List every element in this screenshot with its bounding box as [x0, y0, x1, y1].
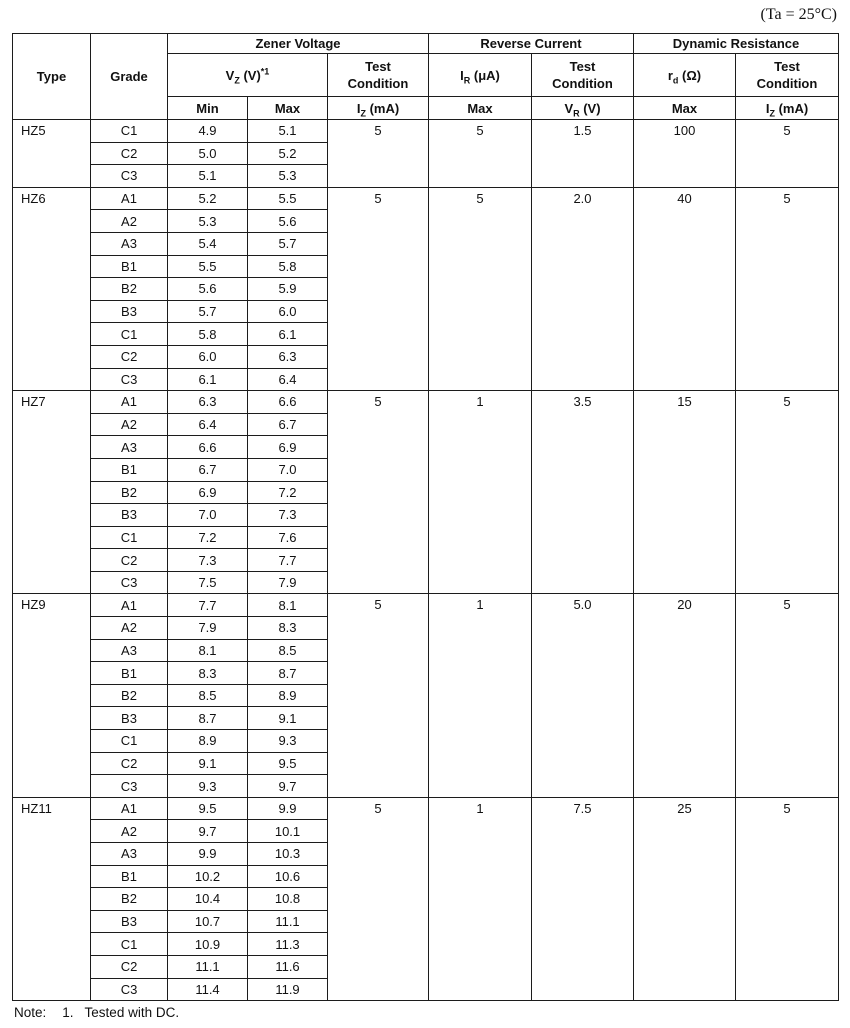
ir-symbol: I	[460, 67, 464, 83]
col-header-grade: Grade	[91, 34, 168, 120]
grade-cell: B3	[91, 707, 168, 730]
header-group-row	[13, 34, 839, 54]
vz-max-cell: 8.9	[248, 684, 328, 707]
vr-subscript: R	[573, 108, 580, 119]
iz-test2-cell: 5	[736, 187, 839, 390]
grade-cell: A3	[91, 843, 168, 866]
vz-unit: (V)	[239, 67, 261, 83]
grade-cell: C1	[91, 323, 168, 346]
grade-cell: B2	[91, 684, 168, 707]
vz-min-cell: 9.9	[168, 843, 248, 866]
grade-cell: B2	[91, 888, 168, 911]
iz-test2-cell: 5	[736, 594, 839, 797]
vz-max-cell: 9.1	[248, 707, 328, 730]
vz-min-cell: 9.3	[168, 775, 248, 798]
col-header-test-condition-iz2	[736, 54, 839, 97]
col-header-min: Min	[168, 97, 248, 120]
vz-min-cell: 9.1	[168, 752, 248, 775]
grade-cell: B3	[91, 504, 168, 527]
vz-max-cell: 11.1	[248, 910, 328, 933]
vr-test-cell: 1.5	[532, 120, 634, 188]
vz-max-cell: 8.3	[248, 617, 328, 640]
grade-cell: A1	[91, 391, 168, 414]
vz-min-cell: 7.3	[168, 549, 248, 572]
grade-cell: A1	[91, 594, 168, 617]
grade-cell: B3	[91, 910, 168, 933]
grade-cell: C3	[91, 368, 168, 391]
col-header-max: Max	[248, 97, 328, 120]
grade-cell: A2	[91, 617, 168, 640]
vz-max-cell: 5.6	[248, 210, 328, 233]
vz-min-cell: 5.5	[168, 255, 248, 278]
vz-max-cell: 9.5	[248, 752, 328, 775]
rd-unit: (Ω)	[678, 67, 702, 83]
grade-cell: C2	[91, 142, 168, 165]
vz-min-cell: 4.9	[168, 120, 248, 143]
vz-max-cell: 10.1	[248, 820, 328, 843]
ir-unit: (μA)	[470, 67, 500, 83]
vr-test-cell: 7.5	[532, 797, 634, 1000]
vz-min-cell: 5.3	[168, 210, 248, 233]
vr-symbol: V	[564, 100, 574, 116]
vz-max-cell: 5.8	[248, 255, 328, 278]
col-header-ir-max: Max	[429, 97, 532, 120]
footnote-label: Note:	[14, 1005, 47, 1020]
col-header-iz	[328, 97, 429, 120]
vz-min-cell: 5.1	[168, 165, 248, 188]
test-condition-line1: Test	[569, 59, 596, 74]
ir-max-cell: 1	[429, 594, 532, 797]
vz-max-cell: 6.4	[248, 368, 328, 391]
vz-max-cell: 10.6	[248, 865, 328, 888]
vz-max-cell: 6.1	[248, 323, 328, 346]
footnote-number: 1.	[62, 1005, 74, 1020]
vz-min-cell: 5.4	[168, 232, 248, 255]
vz-max-cell: 9.7	[248, 775, 328, 798]
col-header-type: Type	[13, 34, 91, 120]
iz-test-cell: 5	[328, 120, 429, 188]
vz-min-cell: 6.3	[168, 391, 248, 414]
col-header-iz2	[736, 97, 839, 120]
grade-cell: A3	[91, 639, 168, 662]
col-header-test-condition-iz	[328, 54, 429, 97]
grade-cell: B3	[91, 300, 168, 323]
vz-max-cell: 5.9	[248, 278, 328, 301]
table-row	[13, 187, 839, 210]
iz-symbol: I	[356, 100, 361, 116]
footnote-text: Tested with DC.	[84, 1005, 180, 1020]
type-cell: HZ11	[13, 797, 91, 1000]
vz-max-cell: 9.3	[248, 730, 328, 753]
vz-min-cell: 11.4	[168, 978, 248, 1001]
vz-max-cell: 7.9	[248, 571, 328, 594]
grade-cell: B2	[91, 481, 168, 504]
vz-min-cell: 10.9	[168, 933, 248, 956]
zener-spec-table	[12, 33, 839, 1001]
vz-min-cell: 7.9	[168, 617, 248, 640]
vz-max-cell: 11.3	[248, 933, 328, 956]
test-condition-line2: Condition	[756, 76, 818, 91]
vz-max-cell: 6.6	[248, 391, 328, 414]
vz-min-cell: 8.7	[168, 707, 248, 730]
vz-min-cell: 8.9	[168, 730, 248, 753]
vz-max-cell: 7.7	[248, 549, 328, 572]
grade-cell: A1	[91, 797, 168, 820]
rd-max-cell: 100	[634, 120, 736, 188]
group-header-zener-voltage: Zener Voltage	[168, 34, 429, 54]
rd-max-cell: 15	[634, 391, 736, 594]
rd-max-cell: 25	[634, 797, 736, 1000]
vz-max-cell: 6.3	[248, 345, 328, 368]
table-header	[13, 34, 839, 120]
ir-max-cell: 5	[429, 187, 532, 390]
grade-cell: A2	[91, 413, 168, 436]
col-header-vz	[168, 54, 328, 97]
ir-max-cell: 1	[429, 797, 532, 1000]
rd-symbol: r	[667, 67, 673, 83]
vz-min-cell: 6.4	[168, 413, 248, 436]
vz-max-cell: 6.7	[248, 413, 328, 436]
type-cell: HZ6	[13, 187, 91, 390]
vz-max-cell: 7.0	[248, 458, 328, 481]
grade-cell: A2	[91, 820, 168, 843]
vz-min-cell: 6.1	[168, 368, 248, 391]
vz-max-cell: 8.5	[248, 639, 328, 662]
grade-cell: A3	[91, 232, 168, 255]
table-row	[13, 797, 839, 820]
grade-cell: B1	[91, 865, 168, 888]
grade-cell: C2	[91, 752, 168, 775]
vz-max-cell: 5.2	[248, 142, 328, 165]
col-header-rd	[634, 54, 736, 97]
vz-footnote-ref: *1	[260, 66, 270, 77]
col-header-ir	[429, 54, 532, 97]
vz-min-cell: 8.3	[168, 662, 248, 685]
vz-min-cell: 6.6	[168, 436, 248, 459]
col-header-vr	[532, 97, 634, 120]
vz-max-cell: 5.5	[248, 187, 328, 210]
vz-max-cell: 7.2	[248, 481, 328, 504]
iz-subscript: Z	[769, 108, 775, 119]
grade-cell: C2	[91, 345, 168, 368]
vz-min-cell: 5.8	[168, 323, 248, 346]
vz-max-cell: 5.3	[248, 165, 328, 188]
rd-subscript: d	[672, 75, 679, 86]
grade-cell: C3	[91, 571, 168, 594]
vz-min-cell: 10.4	[168, 888, 248, 911]
grade-cell: A3	[91, 436, 168, 459]
vr-unit: (V)	[579, 100, 601, 116]
vz-subscript: Z	[234, 75, 240, 86]
vz-min-cell: 5.2	[168, 187, 248, 210]
vz-min-cell: 6.0	[168, 345, 248, 368]
vz-max-cell: 11.6	[248, 955, 328, 978]
vz-min-cell: 5.0	[168, 142, 248, 165]
vr-test-cell: 2.0	[532, 187, 634, 390]
iz-test2-cell: 5	[736, 120, 839, 188]
vz-min-cell: 5.7	[168, 300, 248, 323]
grade-cell: C3	[91, 165, 168, 188]
col-header-test-condition-vr	[532, 54, 634, 97]
ir-max-cell: 5	[429, 120, 532, 188]
vz-max-cell: 10.3	[248, 843, 328, 866]
iz-unit: (mA)	[774, 100, 809, 116]
iz-subscript: Z	[360, 108, 366, 119]
vz-min-cell: 7.0	[168, 504, 248, 527]
iz-test-cell: 5	[328, 187, 429, 390]
vz-min-cell: 6.7	[168, 458, 248, 481]
vz-max-cell: 8.7	[248, 662, 328, 685]
vz-max-cell: 6.9	[248, 436, 328, 459]
grade-cell: B1	[91, 458, 168, 481]
iz-test-cell: 5	[328, 391, 429, 594]
vz-min-cell: 8.5	[168, 684, 248, 707]
grade-cell: B1	[91, 255, 168, 278]
grade-cell: C1	[91, 526, 168, 549]
vz-min-cell: 7.5	[168, 571, 248, 594]
grade-cell: C2	[91, 549, 168, 572]
table-row	[13, 391, 839, 414]
ir-subscript: R	[463, 75, 471, 86]
grade-cell: B2	[91, 278, 168, 301]
test-condition-line2: Condition	[552, 76, 613, 91]
vr-test-cell: 3.5	[532, 391, 634, 594]
test-condition-line1: Test	[365, 59, 391, 74]
grade-cell: C3	[91, 978, 168, 1001]
table-row	[13, 594, 839, 617]
vz-max-cell: 11.9	[248, 978, 328, 1001]
type-cell: HZ7	[13, 391, 91, 594]
iz-test-cell: 5	[328, 594, 429, 797]
vz-max-cell: 5.7	[248, 232, 328, 255]
vz-max-cell: 8.1	[248, 594, 328, 617]
rd-max-cell: 40	[634, 187, 736, 390]
grade-cell: B1	[91, 662, 168, 685]
table-body	[13, 120, 839, 1001]
table-row	[13, 120, 839, 143]
grade-cell: C1	[91, 730, 168, 753]
group-header-reverse-current: Reverse Current	[429, 34, 634, 54]
vz-min-cell: 5.6	[168, 278, 248, 301]
ir-max-cell: 1	[429, 391, 532, 594]
test-condition-line1: Test	[774, 59, 800, 74]
vz-min-cell: 9.5	[168, 797, 248, 820]
grade-cell: A2	[91, 210, 168, 233]
vz-max-cell: 7.6	[248, 526, 328, 549]
vz-max-cell: 6.0	[248, 300, 328, 323]
vr-test-cell: 5.0	[532, 594, 634, 797]
vz-max-cell: 5.1	[248, 120, 328, 143]
iz-test2-cell: 5	[736, 797, 839, 1000]
vz-max-cell: 9.9	[248, 797, 328, 820]
vz-min-cell: 10.2	[168, 865, 248, 888]
iz-test-cell: 5	[328, 797, 429, 1000]
footnote	[14, 1005, 179, 1020]
vz-min-cell: 8.1	[168, 639, 248, 662]
vz-min-cell: 7.7	[168, 594, 248, 617]
col-header-rd-max: Max	[634, 97, 736, 120]
test-condition-line2: Condition	[347, 76, 409, 91]
iz-unit: (mA)	[365, 100, 400, 116]
vz-max-cell: 7.3	[248, 504, 328, 527]
vz-min-cell: 7.2	[168, 526, 248, 549]
grade-cell: C3	[91, 775, 168, 798]
iz-test2-cell: 5	[736, 391, 839, 594]
rd-max-cell: 20	[634, 594, 736, 797]
vz-min-cell: 10.7	[168, 910, 248, 933]
iz-symbol: I	[765, 100, 770, 116]
vz-min-cell: 11.1	[168, 955, 248, 978]
grade-cell: A1	[91, 187, 168, 210]
vz-max-cell: 10.8	[248, 888, 328, 911]
group-header-dynamic-resistance: Dynamic Resistance	[634, 34, 839, 54]
vz-symbol: V	[225, 67, 235, 83]
grade-cell: C1	[91, 120, 168, 143]
temperature-condition-note: (Ta = 25°C)	[760, 6, 837, 23]
vz-min-cell: 6.9	[168, 481, 248, 504]
vz-min-cell: 9.7	[168, 820, 248, 843]
type-cell: HZ9	[13, 594, 91, 797]
grade-cell: C1	[91, 933, 168, 956]
type-cell: HZ5	[13, 120, 91, 188]
grade-cell: C2	[91, 955, 168, 978]
